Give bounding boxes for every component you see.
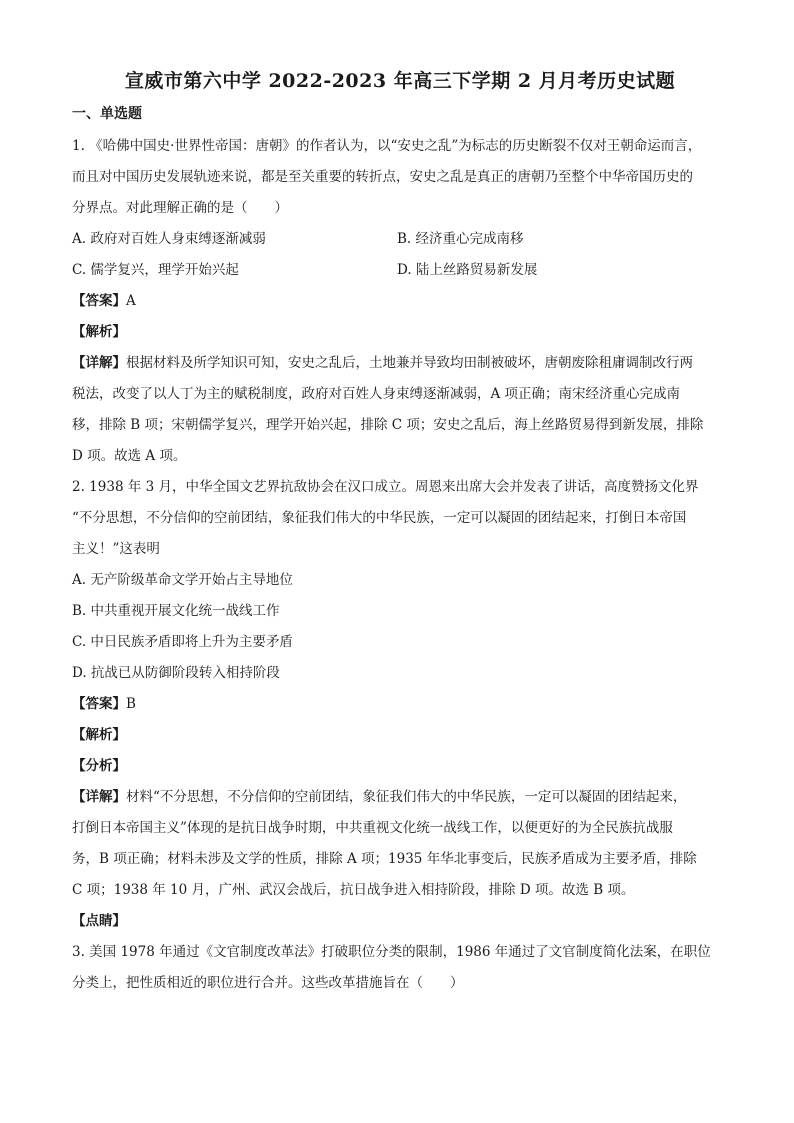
detail-tag: 【详解】 — [72, 355, 126, 371]
answer-tag: 【答案】 — [72, 293, 126, 309]
exam-title: 宣威市第六中学 2022-2023 年高三下学期 2 月月考历史试题 — [124, 70, 676, 92]
answer-tag: 【答案】 — [72, 696, 126, 712]
dianjing-tag: 【点睛】 — [72, 913, 126, 929]
question-3-stem-line-2: 分类上，把性质相近的职位进行合并。这些改革措施旨在（ ） — [72, 975, 464, 991]
question-2-dianjing-tag — [72, 906, 728, 937]
question-2-detail-line-3: 务，B 项正确；材料未涉及文学的性质，排除 A 项；1935 年华北事变后，民族矛盾成为主要矛盾，排除 — [72, 851, 697, 867]
question-1-stem-line-3: 分界点。对此理解正确的是（ ） — [72, 200, 288, 216]
answer-value: A — [126, 293, 136, 309]
question-1 — [72, 131, 728, 472]
question-1-options — [72, 224, 728, 286]
question-2-stem-line-1: 2. 1938 年 3 月，中华全国文艺界抗敌协会在汉口成立。周恩来出席大会并发表了讲话，高度赞扬文化界 — [72, 479, 699, 495]
section-heading: 一、单选题 — [72, 106, 142, 122]
question-1-stem-line-1: 1. 《哈佛中国史·世界性帝国：唐朝》的作者认为，以“安史之乱”为标志的历史断裂不仅对王朝命运而言， — [72, 138, 702, 154]
question-2-option-b: B. 中共重视开展文化统一战线工作 — [72, 603, 280, 619]
analysis-tag: 【解析】 — [72, 324, 126, 340]
question-2-stem-line-2: “不分思想，不分信仰的空前团结，象征我们伟大的中华民族，一定可以凝固的团结起来，打倒日本帝国 — [72, 510, 687, 526]
question-1-option-a: A. 政府对百姓人身束缚逐渐减弱 — [72, 231, 266, 247]
question-3 — [72, 937, 728, 999]
question-1-detail-line-2: 税法，改变了以人丁为主的赋税制度，政府对百姓人身束缚逐渐减弱，A 项正确；南宋经济重心完成南 — [72, 386, 681, 402]
analysis-tag: 【解析】 — [72, 727, 126, 743]
question-1-stem-line-2: 而且对中国历史发展轨迹来说，都是至关重要的转折点，安史之乱是真正的唐朝乃至整个中华帝国历史的 — [72, 169, 693, 185]
question-1-analysis-tag — [72, 317, 728, 348]
question-1-answer — [72, 286, 728, 317]
question-2-option-a: A. 无产阶级革命文学开始占主导地位 — [72, 572, 293, 588]
detail-text: 根据材料及所学知识可知，安史之乱后，土地兼并导致均田制被破坏，唐朝废除租庸调制改行两 — [126, 355, 693, 371]
question-2-fenxi-tag — [72, 751, 728, 782]
question-3-stem-line-1: 3. 美国 1978 年通过《文官制度改革法》打破职位分类的限制，1986 年通过了文官制度简化法案，在职位 — [72, 944, 711, 960]
question-2-option-d: D. 抗战已从防御阶段转入相持阶段 — [72, 665, 280, 681]
question-2-detail-line-1 — [72, 782, 728, 813]
question-2 — [72, 472, 728, 937]
answer-value: B — [126, 696, 136, 712]
question-1-detail-line-4: D 项。故选 A 项。 — [72, 448, 187, 464]
fenxi-tag: 【分析】 — [72, 758, 126, 774]
question-1-option-c: C. 儒学复兴，理学开始兴起 — [72, 262, 239, 278]
question-1-detail-line-1 — [72, 348, 728, 379]
detail-tag: 【详解】 — [72, 789, 126, 805]
question-2-detail-line-4: C 项；1938 年 10 月，广州、武汉会战后，抗日战争进入相持阶段，排除 D 项。故选 B 项。 — [72, 882, 635, 898]
question-2-option-c: C. 中日民族矛盾即将上升为主要矛盾 — [72, 634, 293, 650]
question-2-analysis-tag — [72, 720, 728, 751]
question-1-option-d: D. 陆上丝路贸易新发展 — [397, 262, 538, 278]
detail-text: 材料“不分思想，不分信仰的空前团结，象征我们伟大的中华民族，一定可以凝固的团结起来， — [126, 789, 687, 805]
question-2-detail-line-2: 打倒日本帝国主义”体现的是抗日战争时期，中共重视文化统一战线工作，以便更好的为全民族抗战服 — [72, 820, 673, 836]
question-2-stem-line-3: 主义！”这表明 — [72, 541, 160, 557]
question-1-option-b: B. 经济重心完成南移 — [397, 231, 524, 247]
question-2-answer — [72, 689, 728, 720]
question-1-detail-line-3: 移，排除 B 项；宋朝儒学复兴，理学开始兴起，排除 C 项；安史之乱后，海上丝路贸易得到新发展，排除 — [72, 417, 704, 433]
